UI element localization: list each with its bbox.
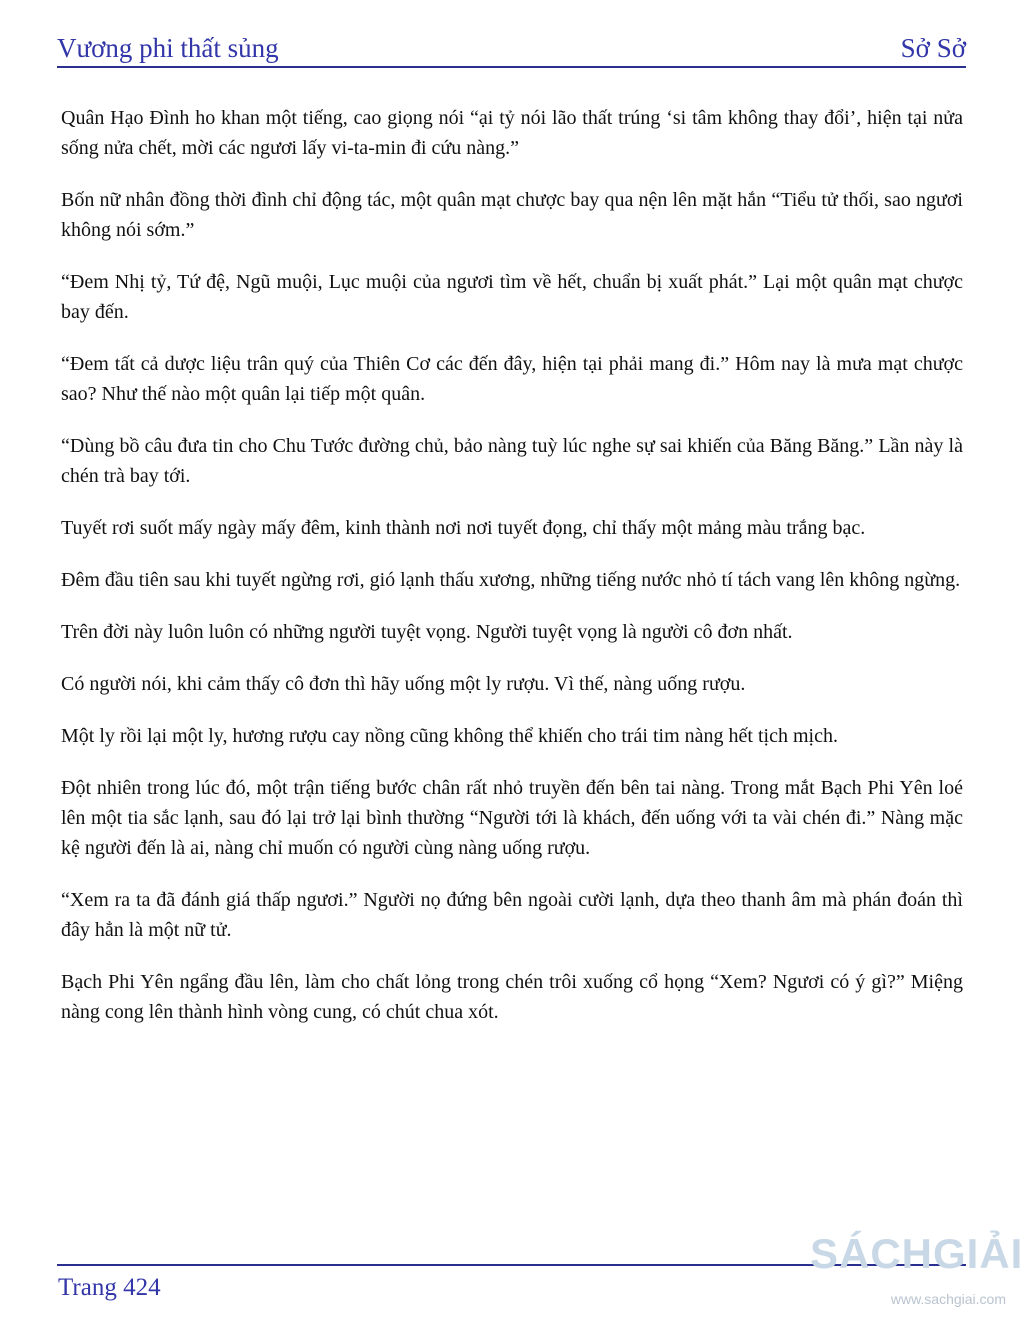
watermark — [810, 1228, 1024, 1320]
page-body — [61, 103, 963, 1049]
paragraph: “Đem tất cả dược liệu trân quý của Thiên Cơ các đến đây, hiện tại phải mang đi.” Hôm nay là mưa mạt chược sao? Như thế nào một quân lại tiếp một quân. — [61, 353, 963, 405]
paragraph: “Đem Nhị tỷ, Tứ đệ, Ngũ muội, Lục muội của ngươi tìm về hết, chuẩn bị xuất phát.” Lại một quân mạt chược bay đến. — [61, 271, 963, 323]
paragraph: “Xem ra ta đã đánh giá thấp ngươi.” Người nọ đứng bên ngoài cười lạnh, dựa theo thanh âm mà phán đoán thì đây hẳn là một nữ tử. — [61, 889, 963, 941]
paragraph: Một ly rồi lại một ly, hương rượu cay nồng cũng không thể khiến cho trái tim nàng hết tịch mịch. — [61, 725, 838, 747]
paragraph: Bốn nữ nhân đồng thời đình chỉ động tác, một quân mạt chược bay qua nện lên mặt hắn “Tiểu tử thối, sao ngươi không nói sớm.” — [61, 189, 963, 241]
paragraph: Đêm đầu tiên sau khi tuyết ngừng rơi, gió lạnh thấu xương, những tiếng nước nhỏ tí tách vang lên không ngừng. — [61, 569, 961, 591]
watermark-logo: SÁCHGIẢI — [810, 1230, 1024, 1277]
watermark-url: www.sachgiai.com — [890, 1291, 1006, 1307]
page-number: Trang 424 — [58, 1274, 161, 1301]
paragraph: Tuyết rơi suốt mấy ngày mấy đêm, kinh thành nơi nơi tuyết đọng, chỉ thấy một mảng màu trắng bạc. — [61, 517, 866, 539]
paragraph: Quân Hạo Đình ho khan một tiếng, cao giọng nói “ại tỷ nói lão thất trúng ‘si tâm không thay đổi’, hiện tại nửa sống nửa chết, mời các ngươi lấy vi-ta-min đi cứu nàng.” — [61, 107, 963, 159]
paragraph: Có người nói, khi cảm thấy cô đơn thì hãy uống một ly rượu. Vì thế, nàng uống rượu. — [61, 673, 746, 695]
paragraph: Bạch Phi Yên ngẩng đầu lên, làm cho chất lỏng trong chén trôi xuống cổ họng “Xem? Ngươi có ý gì?” Miệng nàng cong lên thành hình vòng cung, có chút chua xót. — [61, 971, 963, 1023]
paragraph: Trên đời này luôn luôn có những người tuyệt vọng. Người tuyệt vọng là người cô đơn nhất. — [61, 621, 793, 643]
paragraph: “Dùng bồ câu đưa tin cho Chu Tước đường chủ, bảo nàng tuỳ lúc nghe sự sai khiến của Băng Băng.” Lần này là chén trà bay tới. — [61, 435, 963, 487]
page-header — [57, 24, 966, 68]
author-name: Sở Sở — [900, 33, 966, 64]
paragraph: Đột nhiên trong lúc đó, một trận tiếng bước chân rất nhỏ truyền đến bên tai nàng. Trong mắt Bạch Phi Yên loé lên một tia sắc lạnh, sau đó lại trở lại bình thường “Người tới là khách, đến uống với ta vài chén đi.” Nàng mặc kệ người đến là ai, nàng chỉ muốn có người cùng nàng uống rượu. — [61, 777, 963, 859]
book-title: Vương phi thất sủng — [57, 33, 279, 64]
